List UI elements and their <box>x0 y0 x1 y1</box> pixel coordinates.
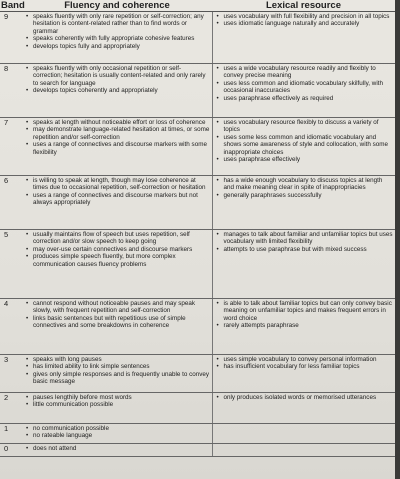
fluency-list <box>24 231 210 268</box>
list-item: • has limited ability to link simple sentences <box>24 363 210 370</box>
lexical-list <box>215 300 394 330</box>
list-item: • is willing to speak at length, though may lose coherence at times due to occasional repetition, self-correction or hesitation <box>24 177 210 192</box>
fluency-header: Fluency and coherence <box>22 0 212 12</box>
band-header: Band <box>1 0 25 11</box>
fluency-list <box>24 445 210 452</box>
lexical-cell <box>212 118 395 176</box>
band-score: 4 <box>0 299 22 355</box>
lexical-list <box>215 119 394 163</box>
band-score: 5 <box>0 230 22 299</box>
list-item: • little communication possible <box>24 401 210 408</box>
list-item: • usually maintains flow of speech but uses repetition, self correction and/or slow speech to keep going <box>24 231 210 246</box>
table-body <box>0 12 395 457</box>
table-row <box>0 424 395 444</box>
list-item: • pauses lengthily before most words <box>24 394 210 401</box>
fluency-list <box>24 394 210 409</box>
fluency-list <box>24 65 210 95</box>
list-item: • manages to talk about familiar and unfamiliar topics but uses vocabulary with limited flexibility <box>215 231 394 246</box>
table-row <box>0 118 395 176</box>
list-item: • attempts to use paraphrase but with mixed success <box>215 246 394 253</box>
table-row <box>0 393 395 424</box>
list-item: • no rateable language <box>24 432 210 439</box>
lexical-cell <box>212 176 395 230</box>
fluency-list <box>24 13 210 50</box>
table-row <box>0 64 395 118</box>
list-item: • no communication possible <box>24 425 210 432</box>
band-score: 8 <box>0 64 22 118</box>
fluency-list <box>24 177 210 207</box>
list-item: • has a wide enough vocabulary to discuss topics at length and make meaning clear in spite of inappropriacies <box>215 177 394 192</box>
list-item: • has insufficient vocabulary for less familiar topics <box>215 363 394 370</box>
list-item: • generally paraphrases successfully <box>215 192 394 199</box>
list-item: • uses paraphrase effectively as required <box>215 95 394 102</box>
fluency-cell <box>22 12 212 64</box>
band-score: 9 <box>0 12 22 64</box>
lexical-cell <box>212 299 395 355</box>
list-item: • does not attend <box>24 445 210 452</box>
list-item: • uses less common and idiomatic vocabulary skilfully, with occasional inaccuracies <box>215 80 394 95</box>
lexical-list <box>215 65 394 102</box>
table-row <box>0 176 395 230</box>
table-row <box>0 355 395 393</box>
list-item: • uses paraphrase effectively <box>215 156 394 163</box>
band-score: 3 <box>0 355 22 393</box>
band-score: 0 <box>0 444 22 457</box>
band-score: 6 <box>0 176 22 230</box>
table-row <box>0 444 395 457</box>
fluency-list <box>24 300 210 330</box>
list-item: • rarely attempts paraphrase <box>215 322 394 329</box>
fluency-list <box>24 356 210 386</box>
list-item: • uses vocabulary with full flexibility and precision in all topics <box>215 13 394 20</box>
fluency-cell <box>22 118 212 176</box>
list-item: • links basic sentences but with repetitious use of simple connectives and some breakdowns in coherence <box>24 315 210 330</box>
lexical-list <box>215 231 394 253</box>
table-row <box>0 230 395 299</box>
lexical-list <box>215 394 394 401</box>
fluency-cell <box>22 64 212 118</box>
lexical-cell <box>212 355 395 393</box>
list-item: • uses a range of connectives and discourse markers but not always appropriately <box>24 192 210 207</box>
table-row <box>0 299 395 355</box>
page-edge-shadow <box>395 0 400 479</box>
lexical-list <box>215 13 394 28</box>
fluency-list <box>24 119 210 156</box>
table-row <box>0 12 395 64</box>
list-item: • speaks with long pauses <box>24 356 210 363</box>
fluency-cell <box>22 355 212 393</box>
list-item: • speaks fluently with only rare repetition or self-correction; any hesitation is content-related rather than to find words or grammar <box>24 13 210 35</box>
list-item: • uses some less common and idiomatic vocabulary and shows some awareness of style and collocation, with some inappropriate choices <box>215 134 394 156</box>
band-score: 7 <box>0 118 22 176</box>
band-score: 2 <box>0 393 22 424</box>
list-item: • uses a wide vocabulary resource readily and flexibly to convey precise meaning <box>215 65 394 80</box>
fluency-cell <box>22 424 212 444</box>
list-item: • uses idiomatic language naturally and accurately <box>215 20 394 27</box>
lexical-cell <box>212 444 395 457</box>
list-item: • produces simple speech fluently, but more complex communication causes fluency problems <box>24 253 210 268</box>
fluency-cell <box>22 176 212 230</box>
list-item: • is able to talk about familiar topics but can only convey basic meaning on unfamiliar topics and makes frequent errors in word choice <box>215 300 394 322</box>
fluency-cell <box>22 393 212 424</box>
list-item: • uses vocabulary resource flexibly to discuss a variety of topics <box>215 119 394 134</box>
lexical-list <box>215 356 394 371</box>
fluency-cell <box>22 444 212 457</box>
lexical-cell <box>212 424 395 444</box>
list-item: • uses a range of connectives and discourse markers with some flexibility <box>24 141 210 156</box>
fluency-cell <box>22 299 212 355</box>
list-item: • speaks at length without noticeable effort or loss of coherence <box>24 119 210 126</box>
lexical-header: Lexical resource <box>212 0 395 12</box>
lexical-cell <box>212 12 395 64</box>
band-score: 1 <box>0 424 22 444</box>
list-item: • only produces isolated words or memorised utterances <box>215 394 394 401</box>
list-item: • gives only simple responses and is frequently unable to convey basic message <box>24 371 210 386</box>
list-item: • may over-use certain connectives and discourse markers <box>24 246 210 253</box>
list-item: • cannot respond without noticeable pauses and may speak slowly, with frequent repetition and self-correction <box>24 300 210 315</box>
fluency-list <box>24 425 210 440</box>
lexical-cell <box>212 230 395 299</box>
list-item: • develops topics coherently and appropriately <box>24 87 210 94</box>
header-row <box>0 0 395 12</box>
fluency-cell <box>22 230 212 299</box>
list-item: • uses simple vocabulary to convey personal information <box>215 356 394 363</box>
list-item: • speaks coherently with fully appropriate cohesive features <box>24 35 210 42</box>
lexical-cell <box>212 64 395 118</box>
list-item: • speaks fluently with only occasional repetition or self-correction; hesitation is usually content-related and only rarely to search for language <box>24 65 210 87</box>
lexical-cell <box>212 393 395 424</box>
lexical-list <box>215 177 394 199</box>
list-item: • develops topics fully and appropriately <box>24 43 210 50</box>
list-item: • may demonstrate language-related hesitation at times, or some repetition and/or self-correction <box>24 126 210 141</box>
